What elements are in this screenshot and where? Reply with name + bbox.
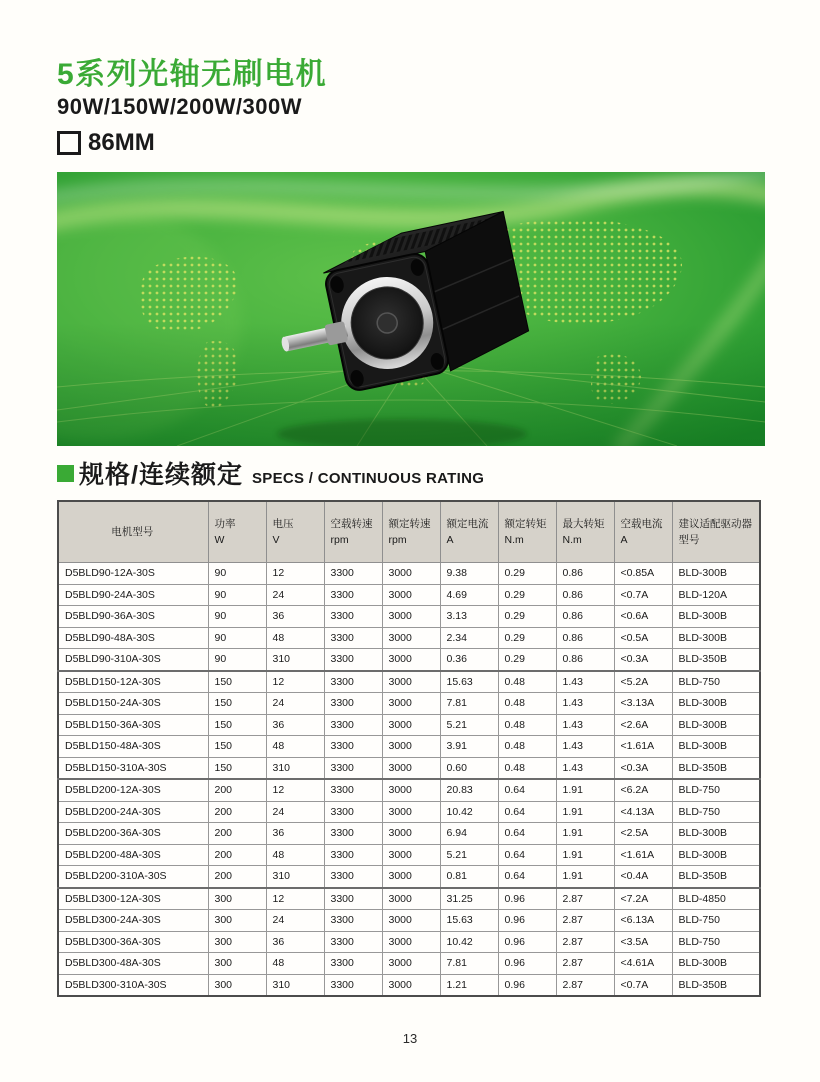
table-cell: 5.21 xyxy=(440,714,498,736)
table-cell: 31.25 xyxy=(440,888,498,910)
table-cell: 3300 xyxy=(324,584,382,606)
table-cell: 10.42 xyxy=(440,801,498,823)
frame-size-label: 86MM xyxy=(88,129,155,156)
table-cell: 0.29 xyxy=(498,563,556,585)
table-cell: 150 xyxy=(208,736,266,758)
table-cell: 7.81 xyxy=(440,693,498,715)
table-cell: D5BLD90-48A-30S xyxy=(58,627,208,649)
power-range-subtitle: 90W/150W/200W/300W xyxy=(57,94,302,119)
banner-art xyxy=(57,172,765,446)
table-cell: 3000 xyxy=(382,584,440,606)
table-cell: 3000 xyxy=(382,866,440,888)
table-cell: 0.81 xyxy=(440,866,498,888)
column-header: 额定转矩 N.m xyxy=(498,501,556,563)
table-cell: 0.48 xyxy=(498,671,556,693)
table-cell: 300 xyxy=(208,931,266,953)
table-cell: D5BLD150-310A-30S xyxy=(58,757,208,779)
table-cell: BLD-350B xyxy=(672,974,760,996)
table-cell: 1.21 xyxy=(440,974,498,996)
table-cell: 5.21 xyxy=(440,844,498,866)
table-row xyxy=(58,931,760,953)
table-cell: 90 xyxy=(208,563,266,585)
table-cell: 10.42 xyxy=(440,931,498,953)
table-cell: D5BLD300-24A-30S xyxy=(58,910,208,932)
table-cell: 0.29 xyxy=(498,584,556,606)
table-row xyxy=(58,779,760,801)
table-cell: 3000 xyxy=(382,888,440,910)
table-cell: 3300 xyxy=(324,671,382,693)
table-cell: 3300 xyxy=(324,888,382,910)
table-cell: 1.43 xyxy=(556,736,614,758)
table-cell: 3000 xyxy=(382,693,440,715)
table-cell: <0.4A xyxy=(614,866,672,888)
table-cell: 300 xyxy=(208,974,266,996)
table-cell: 0.86 xyxy=(556,627,614,649)
table-cell: 300 xyxy=(208,953,266,975)
table-cell: 150 xyxy=(208,693,266,715)
table-cell: 200 xyxy=(208,823,266,845)
table-cell: BLD-300B xyxy=(672,693,760,715)
table-cell: D5BLD90-12A-30S xyxy=(58,563,208,585)
table-cell: 0.96 xyxy=(498,910,556,932)
table-cell: 3000 xyxy=(382,627,440,649)
table-cell: 0.86 xyxy=(556,584,614,606)
table-cell: 310 xyxy=(266,974,324,996)
table-cell: 0.96 xyxy=(498,953,556,975)
table-cell: D5BLD150-36A-30S xyxy=(58,714,208,736)
table-cell: 3000 xyxy=(382,974,440,996)
table-cell: 1.43 xyxy=(556,714,614,736)
page-number: 13 xyxy=(402,1031,418,1046)
table-cell: 200 xyxy=(208,801,266,823)
table-cell: <4.61A xyxy=(614,953,672,975)
table-cell: 2.87 xyxy=(556,974,614,996)
table-cell: BLD-350B xyxy=(672,649,760,671)
table-row xyxy=(58,866,760,888)
table-row xyxy=(58,606,760,628)
table-cell: D5BLD150-24A-30S xyxy=(58,693,208,715)
table-cell: 2.87 xyxy=(556,931,614,953)
title-block xyxy=(57,0,765,157)
table-cell: 3300 xyxy=(324,779,382,801)
table-row xyxy=(58,801,760,823)
table-cell: 0.48 xyxy=(498,736,556,758)
table-cell: 12 xyxy=(266,888,324,910)
table-cell: 48 xyxy=(266,844,324,866)
table-cell: D5BLD90-24A-30S xyxy=(58,584,208,606)
table-cell: 3300 xyxy=(324,757,382,779)
table-cell: <0.3A xyxy=(614,757,672,779)
table-cell: 1.91 xyxy=(556,844,614,866)
table-cell: 3000 xyxy=(382,671,440,693)
table-cell: 2.87 xyxy=(556,953,614,975)
header-row xyxy=(58,501,760,563)
table-cell: D5BLD300-48A-30S xyxy=(58,953,208,975)
square-bullet-icon xyxy=(57,465,74,482)
table-cell: 1.43 xyxy=(556,693,614,715)
table-cell: 1.43 xyxy=(556,671,614,693)
table-cell: 48 xyxy=(266,627,324,649)
table-cell: 12 xyxy=(266,671,324,693)
table-cell: 3300 xyxy=(324,931,382,953)
table-cell: 20.83 xyxy=(440,779,498,801)
column-header: 空载转速 rpm xyxy=(324,501,382,563)
table-cell: BLD-300B xyxy=(672,606,760,628)
table-cell: BLD-300B xyxy=(672,627,760,649)
table-cell: 4.69 xyxy=(440,584,498,606)
table-cell: <3.13A xyxy=(614,693,672,715)
table-cell: 24 xyxy=(266,910,324,932)
table-cell: 36 xyxy=(266,714,324,736)
table-cell: <0.7A xyxy=(614,974,672,996)
table-cell: 0.60 xyxy=(440,757,498,779)
table-cell: 0.96 xyxy=(498,974,556,996)
section-title-en: SPECS / CONTINUOUS RATING xyxy=(251,470,485,487)
table-cell: 24 xyxy=(266,584,324,606)
table-cell: 7.81 xyxy=(440,953,498,975)
table-cell: 3300 xyxy=(324,866,382,888)
table-cell: BLD-120A xyxy=(672,584,760,606)
table-cell: 3300 xyxy=(324,974,382,996)
table-cell: 200 xyxy=(208,844,266,866)
table-cell: 3300 xyxy=(324,801,382,823)
table-cell: 150 xyxy=(208,757,266,779)
table-cell: 3000 xyxy=(382,714,440,736)
table-cell: 0.64 xyxy=(498,801,556,823)
table-cell: 0.48 xyxy=(498,757,556,779)
table-cell: 15.63 xyxy=(440,671,498,693)
table-cell: 3300 xyxy=(324,606,382,628)
section-title-zh: 规格/连续额定 xyxy=(79,461,243,489)
table-cell: 200 xyxy=(208,866,266,888)
table-cell: 48 xyxy=(266,953,324,975)
table-row xyxy=(58,627,760,649)
table-cell: BLD-750 xyxy=(672,779,760,801)
table-cell: <0.5A xyxy=(614,627,672,649)
table-cell: 3000 xyxy=(382,910,440,932)
table-row xyxy=(58,953,760,975)
table-cell: <0.85A xyxy=(614,563,672,585)
table-cell: 0.86 xyxy=(556,606,614,628)
table-cell: <2.5A xyxy=(614,823,672,845)
series-title: 5系列光轴无刷电机 xyxy=(57,58,328,91)
table-cell: 200 xyxy=(208,779,266,801)
table-cell: 90 xyxy=(208,649,266,671)
table-row xyxy=(58,714,760,736)
table-cell: 150 xyxy=(208,714,266,736)
table-cell: <1.61A xyxy=(614,736,672,758)
table-cell: 48 xyxy=(266,736,324,758)
table-cell: <2.6A xyxy=(614,714,672,736)
table-cell: 310 xyxy=(266,649,324,671)
table-cell: 3000 xyxy=(382,779,440,801)
table-cell: <0.6A xyxy=(614,606,672,628)
table-cell: <6.2A xyxy=(614,779,672,801)
table-cell: BLD-300B xyxy=(672,953,760,975)
column-header: 功率 W xyxy=(208,501,266,563)
table-cell: 3300 xyxy=(324,844,382,866)
table-row xyxy=(58,693,760,715)
table-row xyxy=(58,649,760,671)
table-cell: 0.86 xyxy=(556,563,614,585)
table-cell: D5BLD200-36A-30S xyxy=(58,823,208,845)
table-cell: <5.2A xyxy=(614,671,672,693)
table-cell: D5BLD200-12A-30S xyxy=(58,779,208,801)
table-cell: BLD-350B xyxy=(672,757,760,779)
table-cell: 3000 xyxy=(382,823,440,845)
table-cell: 90 xyxy=(208,606,266,628)
table-cell: 3300 xyxy=(324,563,382,585)
table-cell: 300 xyxy=(208,910,266,932)
table-row xyxy=(58,584,760,606)
column-header: 额定转速 rpm xyxy=(382,501,440,563)
table-cell: <1.61A xyxy=(614,844,672,866)
table-cell: 3.13 xyxy=(440,606,498,628)
table-cell: D5BLD90-310A-30S xyxy=(58,649,208,671)
table-cell: BLD-300B xyxy=(672,823,760,845)
specs-table xyxy=(57,500,761,997)
table-cell: <0.3A xyxy=(614,649,672,671)
table-cell: 3000 xyxy=(382,757,440,779)
table-cell: BLD-750 xyxy=(672,931,760,953)
table-row xyxy=(58,888,760,910)
table-cell: 6.94 xyxy=(440,823,498,845)
table-row xyxy=(58,671,760,693)
table-cell: 36 xyxy=(266,606,324,628)
table-cell: 3300 xyxy=(324,953,382,975)
column-header: 额定电流 A xyxy=(440,501,498,563)
table-cell: 0.64 xyxy=(498,844,556,866)
column-header: 电压 V xyxy=(266,501,324,563)
table-cell: D5BLD300-36A-30S xyxy=(58,931,208,953)
table-cell: 1.91 xyxy=(556,866,614,888)
table-row xyxy=(58,844,760,866)
table-cell: BLD-350B xyxy=(672,866,760,888)
table-cell: 3000 xyxy=(382,606,440,628)
table-cell: 24 xyxy=(266,801,324,823)
table-cell: D5BLD200-48A-30S xyxy=(58,844,208,866)
table-cell: 0.29 xyxy=(498,649,556,671)
table-cell: 36 xyxy=(266,931,324,953)
table-cell: 3000 xyxy=(382,844,440,866)
table-cell: 0.29 xyxy=(498,606,556,628)
table-cell: 1.91 xyxy=(556,823,614,845)
table-cell: 3300 xyxy=(324,693,382,715)
table-cell: BLD-750 xyxy=(672,801,760,823)
table-cell: 0.29 xyxy=(498,627,556,649)
table-cell: 90 xyxy=(208,584,266,606)
table-cell: <6.13A xyxy=(614,910,672,932)
column-header: 电机型号 xyxy=(58,501,208,563)
column-header: 空载电流 A xyxy=(614,501,672,563)
table-cell: D5BLD150-12A-30S xyxy=(58,671,208,693)
table-cell: 3000 xyxy=(382,931,440,953)
table-cell: 3000 xyxy=(382,801,440,823)
table-row xyxy=(58,736,760,758)
table-cell: 0.96 xyxy=(498,888,556,910)
table-row xyxy=(58,563,760,585)
table-cell: 0.48 xyxy=(498,714,556,736)
table-cell: 2.87 xyxy=(556,888,614,910)
table-cell: 3000 xyxy=(382,649,440,671)
table-cell: 3300 xyxy=(324,736,382,758)
table-cell: 3000 xyxy=(382,563,440,585)
table-cell: 3300 xyxy=(324,823,382,845)
table-cell: BLD-4850 xyxy=(672,888,760,910)
table-cell: BLD-300B xyxy=(672,736,760,758)
table-cell: 150 xyxy=(208,671,266,693)
table-cell: <4.13A xyxy=(614,801,672,823)
product-banner xyxy=(57,172,765,446)
table-cell: 90 xyxy=(208,627,266,649)
table-cell: 310 xyxy=(266,866,324,888)
table-cell: 0.96 xyxy=(498,931,556,953)
table-cell: 36 xyxy=(266,823,324,845)
table-cell: D5BLD90-36A-30S xyxy=(58,606,208,628)
table-cell: BLD-750 xyxy=(672,910,760,932)
table-cell: D5BLD300-310A-30S xyxy=(58,974,208,996)
table-cell: 12 xyxy=(266,563,324,585)
table-cell: 0.36 xyxy=(440,649,498,671)
table-cell: 24 xyxy=(266,693,324,715)
table-cell: 3000 xyxy=(382,953,440,975)
column-header: 建议适配驱动器型号 xyxy=(672,501,760,563)
column-header: 最大转矩 N.m xyxy=(556,501,614,563)
table-cell: 15.63 xyxy=(440,910,498,932)
table-cell: 1.43 xyxy=(556,757,614,779)
table-row xyxy=(58,757,760,779)
table-cell: 3300 xyxy=(324,910,382,932)
table-cell: 0.48 xyxy=(498,693,556,715)
table-cell: BLD-750 xyxy=(672,671,760,693)
table-cell: 3300 xyxy=(324,627,382,649)
table-cell: BLD-300B xyxy=(672,563,760,585)
table-cell: 1.91 xyxy=(556,801,614,823)
table-cell: BLD-300B xyxy=(672,714,760,736)
frame-size-square-icon xyxy=(57,131,81,155)
table-cell: 12 xyxy=(266,779,324,801)
table-cell: <3.5A xyxy=(614,931,672,953)
table-cell: 310 xyxy=(266,757,324,779)
table-cell: D5BLD300-12A-30S xyxy=(58,888,208,910)
table-cell: 2.34 xyxy=(440,627,498,649)
table-cell: 1.91 xyxy=(556,779,614,801)
table-row xyxy=(58,974,760,996)
table-row xyxy=(58,910,760,932)
section-heading xyxy=(57,455,765,491)
table-cell: 2.87 xyxy=(556,910,614,932)
table-cell: 3.91 xyxy=(440,736,498,758)
table-cell: 0.64 xyxy=(498,866,556,888)
table-row xyxy=(58,823,760,845)
table-cell: 300 xyxy=(208,888,266,910)
table-cell: D5BLD150-48A-30S xyxy=(58,736,208,758)
table-cell: 3300 xyxy=(324,649,382,671)
table-cell: <7.2A xyxy=(614,888,672,910)
table-cell: 0.64 xyxy=(498,779,556,801)
table-cell: 0.86 xyxy=(556,649,614,671)
table-cell: BLD-300B xyxy=(672,844,760,866)
table-cell: D5BLD200-24A-30S xyxy=(58,801,208,823)
frame-size-line xyxy=(57,129,765,157)
table-cell: <0.7A xyxy=(614,584,672,606)
table-cell: 0.64 xyxy=(498,823,556,845)
table-cell: 9.38 xyxy=(440,563,498,585)
table-cell: 3000 xyxy=(382,736,440,758)
table-cell: 3300 xyxy=(324,714,382,736)
table-cell: D5BLD200-310A-30S xyxy=(58,866,208,888)
